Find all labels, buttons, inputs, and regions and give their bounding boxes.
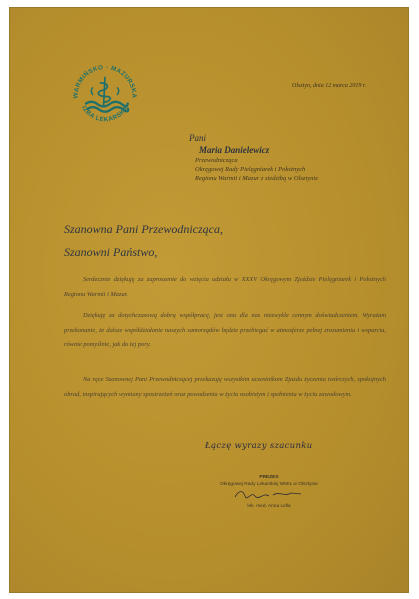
addressee-honorific: Pani xyxy=(189,133,206,143)
paragraph-2: Dziękuję za dotychczasową dobrą współpracę, jest ona dla nas niezwykle cennym doświadczeniem. Wyrażam przekonanie, że dalsze współdziałanie naszych samorządów będzie przebiegać w atmosferze pełnej zrozumienia i wsparcia, równie pomyślnie, jak do tej pory. xyxy=(64,312,386,348)
addressee-name: Maria Danielewicz xyxy=(199,145,270,155)
letter-date: Olsztyn, dnia 12 marca 2019 r. xyxy=(292,83,366,89)
logo-top-text: WARMIŃSKO · MAZURSKA xyxy=(72,64,138,99)
paragraph-3: Na ręce Szanownej Pani Przewodniczącej przekazuję wszystkim uczestnikom Zjazdu życzenia twórczych, spokojnych obrad, inspirujących wymiany spostrzeżeń oraz powodzenia w życiu osobistym i spełnienia w życiu zawodowym. xyxy=(64,376,386,398)
regards-handwritten: Łączę wyrazy szacunku xyxy=(205,441,313,451)
stamp-name: lek. med. Anna Lella xyxy=(247,503,291,509)
addressee-block xyxy=(189,133,318,183)
paragraph-1: Serdecznie dziękuję za zaproszenie do wzięcia udziału w XXXV Okręgowym Zjeździe Pielęgniarek i Położnych Regionu Warmii i Mazur. xyxy=(64,276,386,298)
greeting-line-2: Szanowni Państwo, xyxy=(64,245,158,259)
handwritten-signature-icon xyxy=(229,488,309,500)
signature-stamp xyxy=(209,475,329,510)
greeting-line-1: Szanowna Pani Przewodnicząca, xyxy=(64,222,223,236)
stamp-institution: Okręgowej Rady Lekarskiej WMIL w Olsztynie xyxy=(220,481,318,487)
addressee-role-line: Okręgowej Rady Pielęgniarek i Położnych xyxy=(195,166,306,173)
letter-page xyxy=(9,7,409,593)
addressee-role-line: Przewodnicząca xyxy=(195,157,238,164)
izba-lekarska-logo xyxy=(67,57,143,133)
logo-bottom-text: IZBA LEKARSKA xyxy=(80,104,130,124)
addressee-role-line: Regionu Warmii i Mazur z siedzibą w Olsztynie xyxy=(195,175,319,182)
stamp-title: PREZES xyxy=(259,475,279,480)
